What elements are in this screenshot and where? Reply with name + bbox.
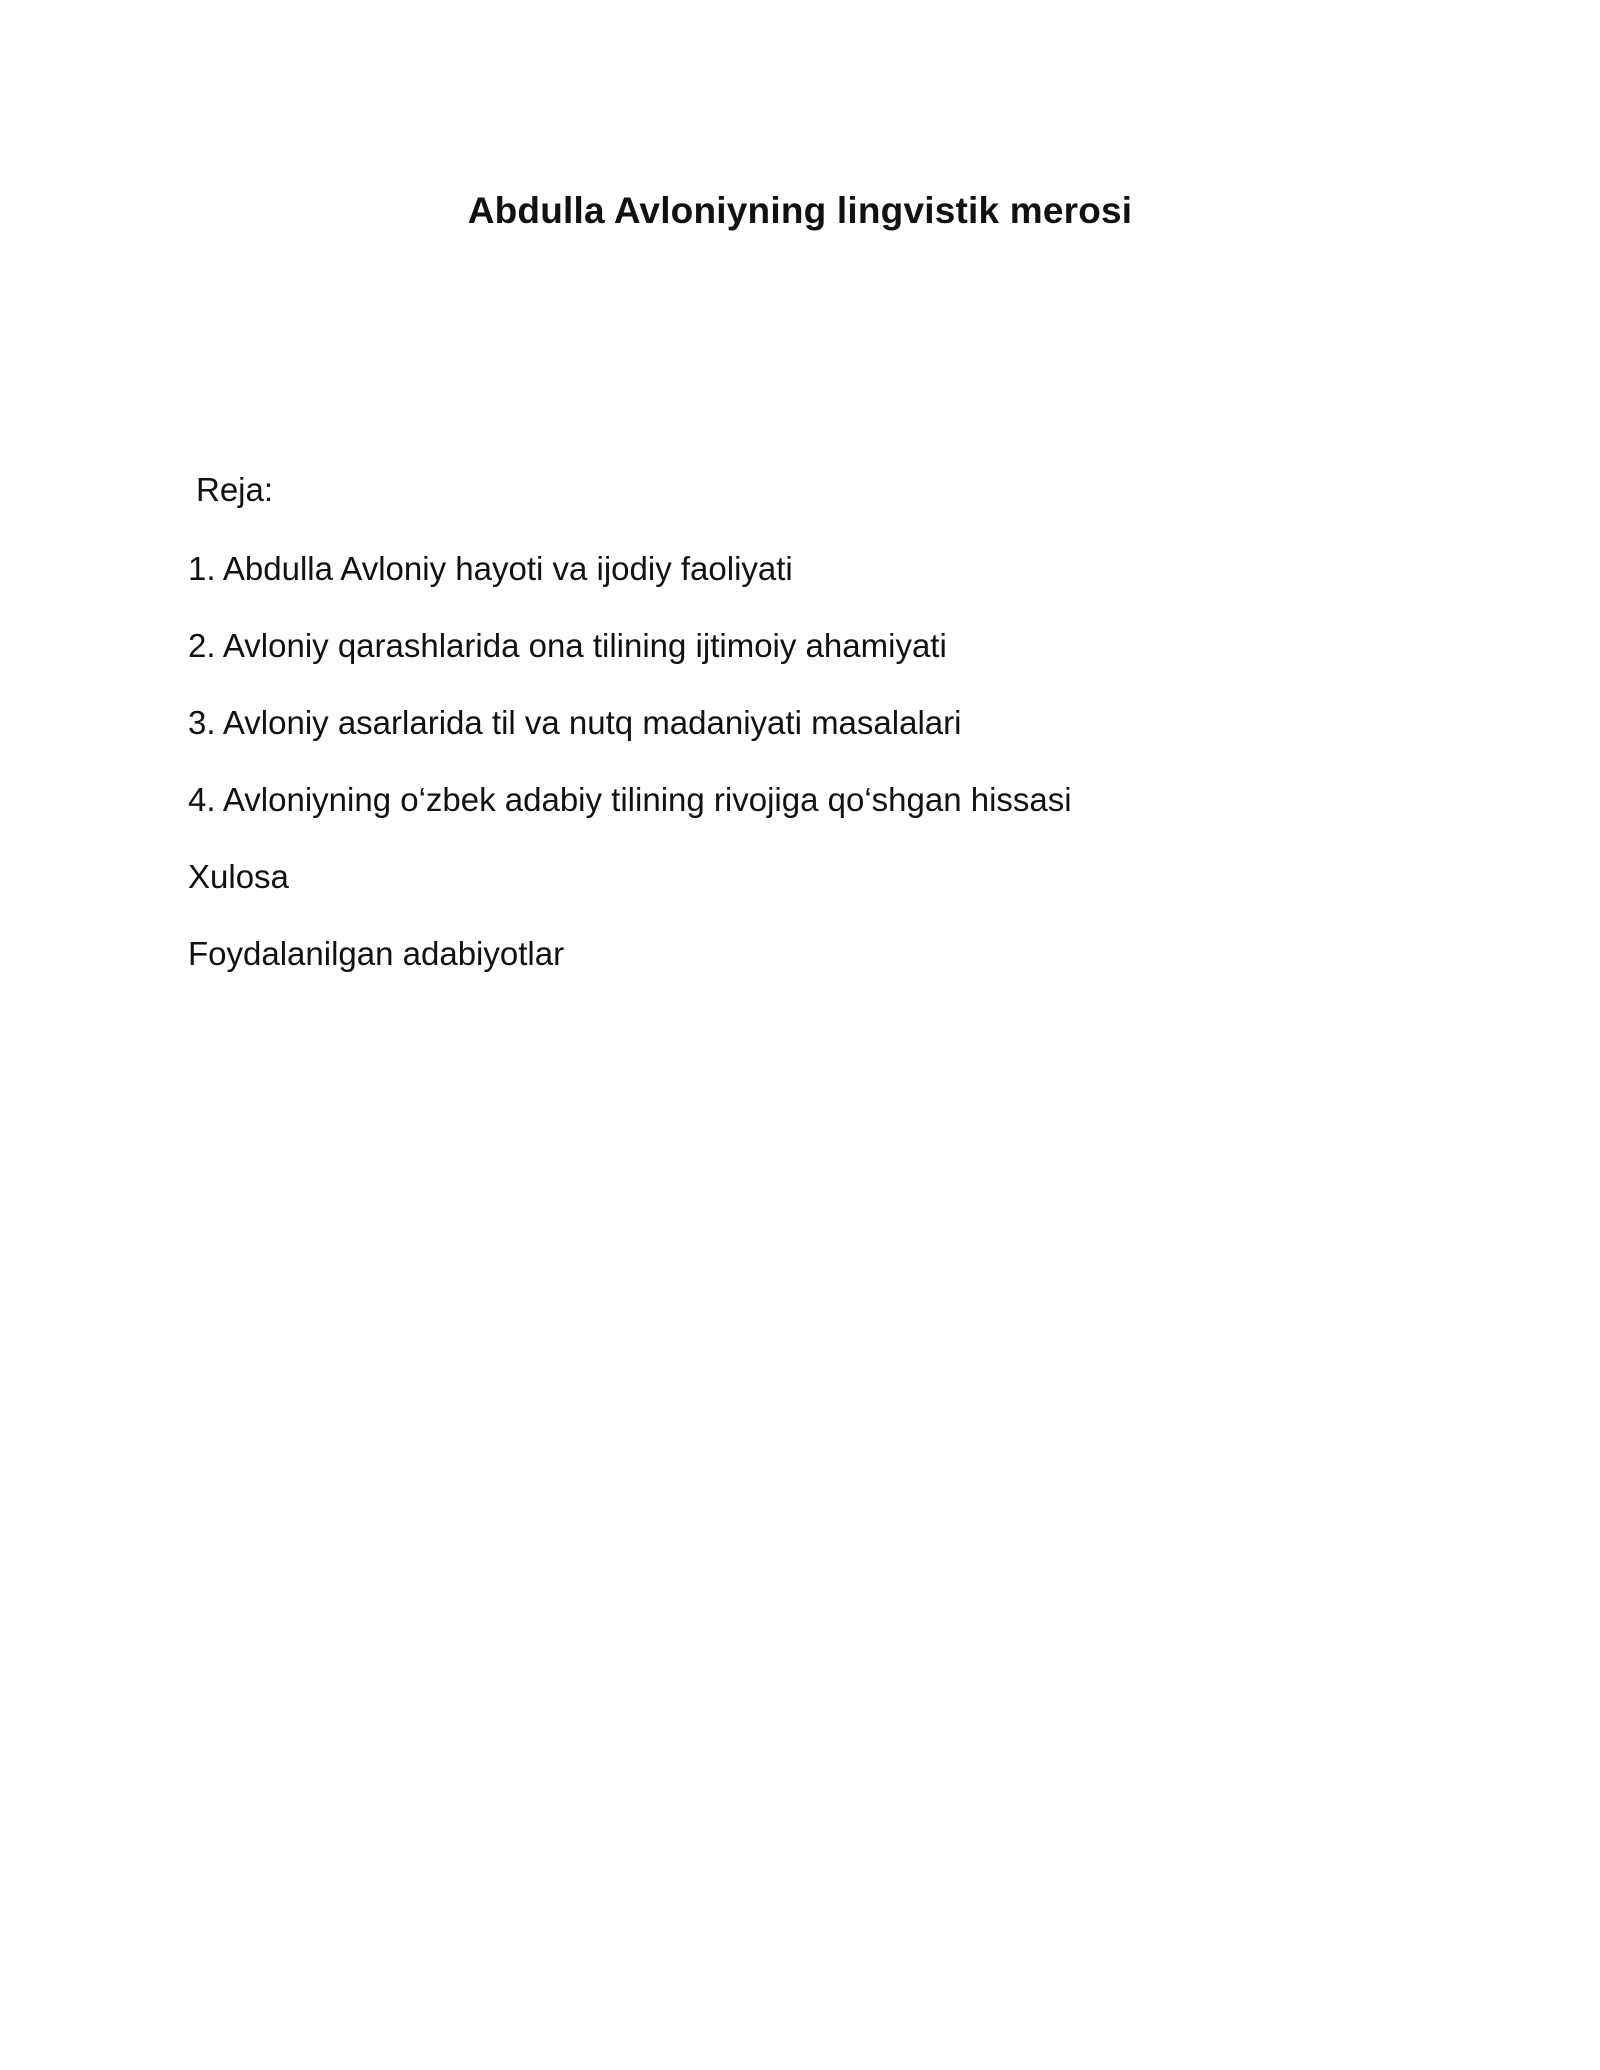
plan-item: 1. Abdulla Avloniy hayoti va ijodiy faoliyati <box>188 550 793 587</box>
plan-item-conclusion: Xulosa <box>188 858 289 895</box>
plan-section <box>188 470 1438 1011</box>
plan-item-references: Foydalanilgan adabiyotlar <box>188 935 565 972</box>
plan-item: 4. Avloniyning o‘zbek adabiy tilining rivojiga qo‘shgan hissasi <box>188 781 1072 818</box>
plan-heading: Reja: <box>196 471 274 508</box>
plan-list <box>188 549 1438 974</box>
plan-item: 3. Avloniy asarlarida til va nutq madaniyati masalalari <box>188 704 962 741</box>
document-title: Abdulla Avloniyning lingvistik merosi <box>467 190 1133 231</box>
plan-item: 2. Avloniy qarashlarida ona tilining ijtimoiy ahamiyati <box>188 627 947 664</box>
